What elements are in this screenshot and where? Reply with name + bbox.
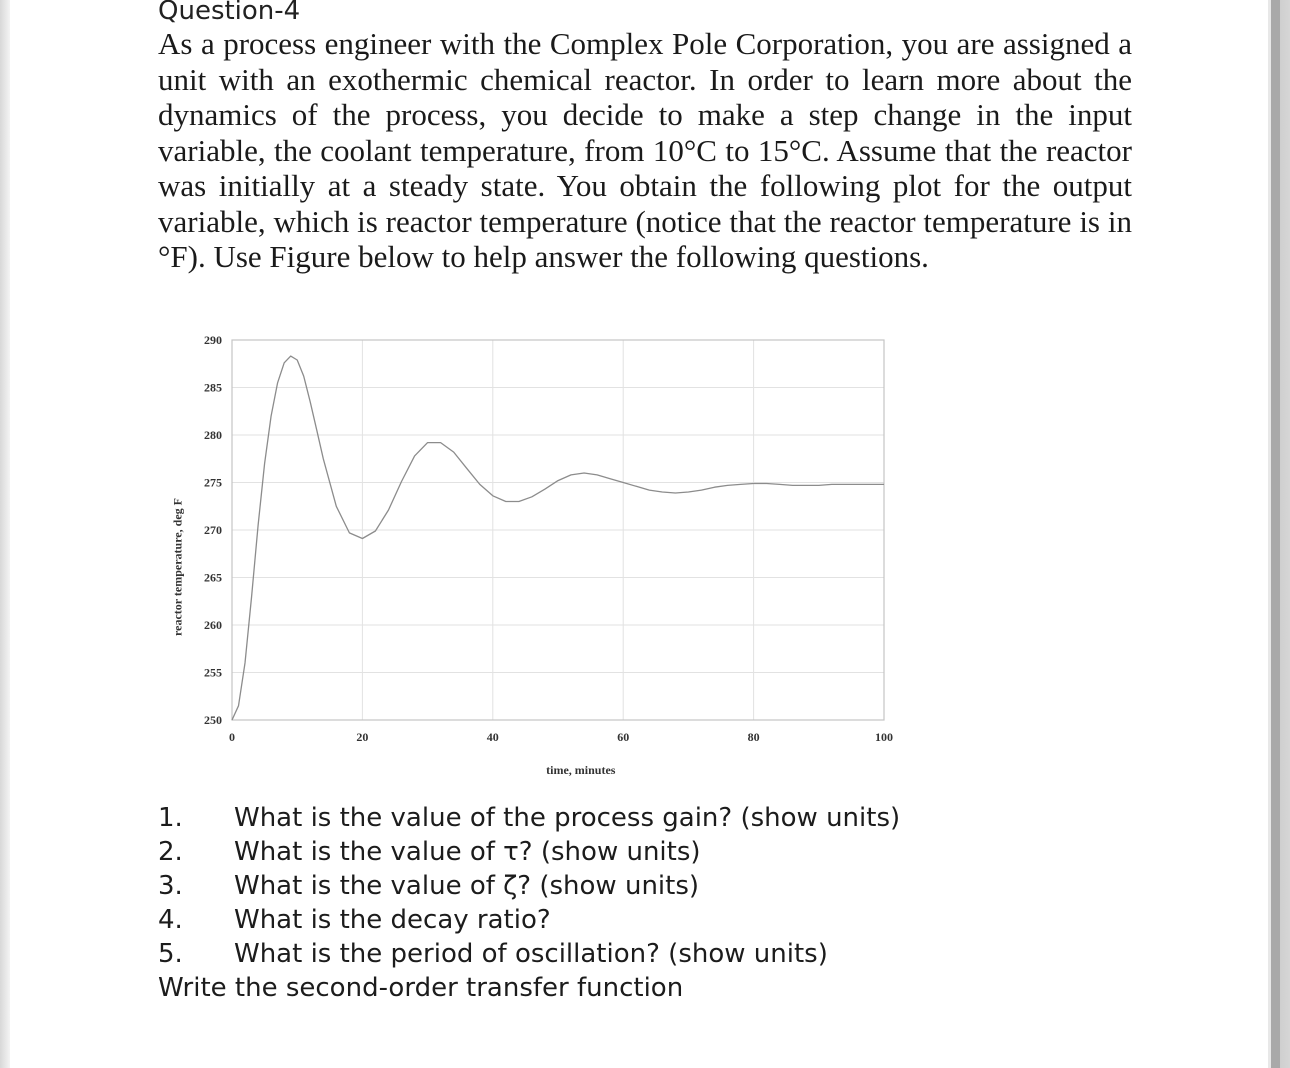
question-number: 2. <box>158 837 183 867</box>
y-tick-label: 260 <box>204 618 222 632</box>
question-text: What is the value of the process gain? (show units) <box>234 803 901 833</box>
y-axis-label: reactor temperature, deg F <box>170 498 185 636</box>
y-tick-label: 285 <box>204 380 222 395</box>
y-tick-label: 280 <box>204 428 222 442</box>
question-text: What is the decay ratio? <box>234 905 551 935</box>
question-item <box>158 869 1118 903</box>
question-number: 5. <box>158 939 183 969</box>
x-tick-label: 0 <box>229 730 235 744</box>
chart-canvas <box>155 322 900 784</box>
closing-instruction: Write the second-order transfer function <box>158 973 684 1003</box>
question-item <box>158 937 1118 971</box>
x-tick-label: 20 <box>356 730 369 744</box>
x-tick-label: 40 <box>486 730 499 744</box>
question-text: What is the period of oscillation? (show units) <box>234 939 828 969</box>
y-tick-label: 255 <box>204 665 222 680</box>
y-tick-label: 250 <box>204 713 222 727</box>
question-list <box>158 801 1118 1005</box>
page-left-edge <box>0 0 10 1068</box>
question-number: 1. <box>158 803 183 833</box>
x-axis-label: time, minutes <box>546 763 616 777</box>
y-tick-label: 275 <box>204 475 222 490</box>
window-scrollbar[interactable] <box>1268 0 1290 1068</box>
question-number: 4. <box>158 905 183 935</box>
reactor-temperature-chart <box>155 322 900 784</box>
x-tick-label: 60 <box>617 730 630 744</box>
question-item <box>158 835 1118 869</box>
x-tick-label: 100 <box>875 730 893 744</box>
x-tick-label: 80 <box>747 730 760 744</box>
question-item <box>158 903 1118 937</box>
problem-statement: As a process engineer with the Complex Pole Corporation, you are assigned a unit with an exothermic chemical reactor. In order to learn more about the dynamics of the process, you decide to make a step change in the input variable, the coolant temperature, from 10°C to 15°C. Assume that the reactor was initially at a steady state. You obtain the following plot for the output variable, which is reactor temperature (notice that the reactor temperature is in °F). Use Figure below to help answer the following questions. <box>158 26 1132 274</box>
question-item <box>158 801 1118 835</box>
y-tick-label: 290 <box>204 333 222 347</box>
series-line <box>232 356 884 720</box>
y-tick-label: 270 <box>204 523 222 537</box>
question-text: What is the value of ζ? (show units) <box>234 871 700 901</box>
question-heading: Question-4 <box>158 0 301 26</box>
question-text: What is the value of τ? (show units) <box>234 837 701 867</box>
question-number: 3. <box>158 871 183 901</box>
y-tick-label: 265 <box>204 570 222 585</box>
